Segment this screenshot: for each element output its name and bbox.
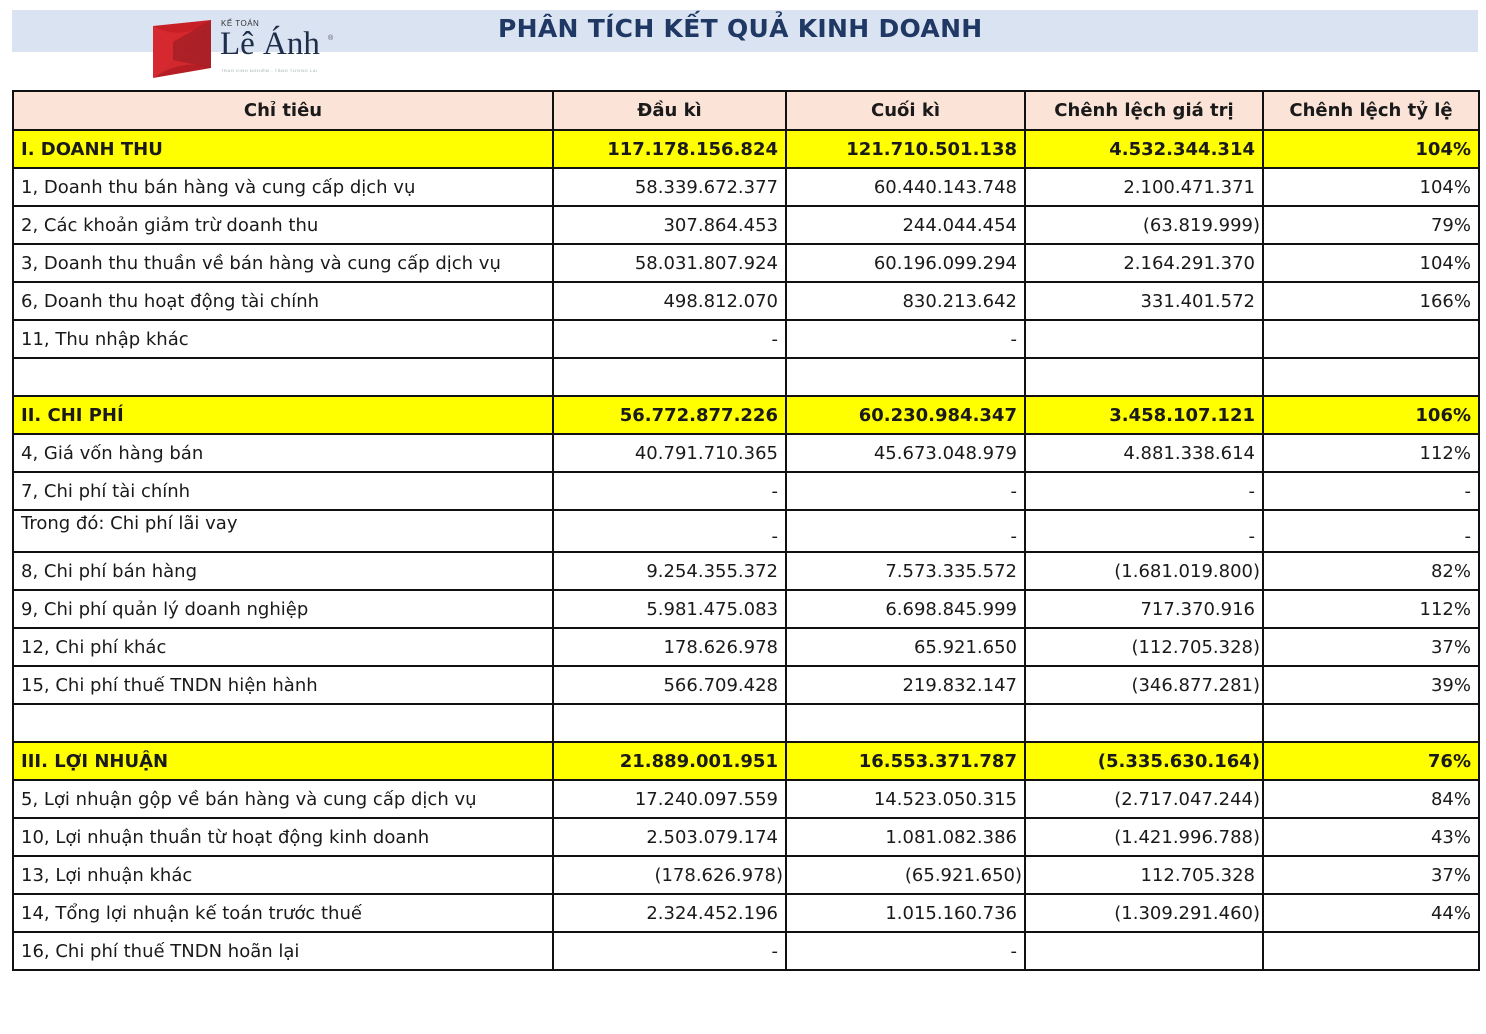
cell-cuoi-ki: 60.230.984.347	[786, 396, 1025, 434]
business-results-table	[12, 90, 1480, 971]
blank-row	[13, 358, 1479, 396]
cell-dau-ki: 58.339.672.377	[553, 168, 786, 206]
cell-dau-ki: 117.178.156.824	[553, 130, 786, 168]
column-header-chenh-lech-gia-tri: Chênh lệch giá trị	[1025, 91, 1263, 130]
table-row	[13, 666, 1479, 704]
cell-chenh-lech-gia-tri	[1025, 320, 1263, 358]
section-row	[13, 742, 1479, 780]
cell-cuoi-ki: 60.196.099.294	[786, 244, 1025, 282]
table-row	[13, 818, 1479, 856]
cell-chi-tieu: 14, Tổng lợi nhuận kế toán trước thuế	[13, 894, 553, 932]
cell-chi-tieu: 5, Lợi nhuận gộp về bán hàng và cung cấp dịch vụ	[13, 780, 553, 818]
cell-chenh-lech-gia-tri: (1.421.996.788)	[1025, 818, 1263, 856]
cell-chi-tieu: II. CHI PHÍ	[13, 396, 553, 434]
section-row	[13, 130, 1479, 168]
cell-chenh-lech-gia-tri: (1.309.291.460)	[1025, 894, 1263, 932]
blank-row	[13, 704, 1479, 742]
cell-cuoi-ki: 7.573.335.572	[786, 552, 1025, 590]
cell-chenh-lech-gia-tri: (63.819.999)	[1025, 206, 1263, 244]
cell-dau-ki: 9.254.355.372	[553, 552, 786, 590]
logo-registered-mark: ®	[328, 35, 334, 42]
cell-dau-ki: 566.709.428	[553, 666, 786, 704]
cell-chenh-lech-ty-le: 104%	[1263, 244, 1479, 282]
cell-chenh-lech-gia-tri: 4.881.338.614	[1025, 434, 1263, 472]
cell-chi-tieu: 11, Thu nhập khác	[13, 320, 553, 358]
cell-chenh-lech-gia-tri: 2.100.471.371	[1025, 168, 1263, 206]
cell-chenh-lech-gia-tri	[1025, 358, 1263, 396]
cell-chenh-lech-gia-tri: (346.877.281)	[1025, 666, 1263, 704]
cell-chi-tieu: 6, Doanh thu hoạt động tài chính	[13, 282, 553, 320]
cell-dau-ki: 17.240.097.559	[553, 780, 786, 818]
cell-chenh-lech-gia-tri: 4.532.344.314	[1025, 130, 1263, 168]
cell-chenh-lech-ty-le: -	[1263, 472, 1479, 510]
column-header-chenh-lech-ty-le: Chênh lệch tỷ lệ	[1263, 91, 1479, 130]
cell-chi-tieu: III. LỢI NHUẬN	[13, 742, 553, 780]
cell-dau-ki: -	[553, 320, 786, 358]
table-row	[13, 168, 1479, 206]
cell-chenh-lech-gia-tri: -	[1025, 510, 1263, 552]
cell-dau-ki: 56.772.877.226	[553, 396, 786, 434]
table-row	[13, 552, 1479, 590]
logo-top-text: KẾ TOÁN	[221, 19, 260, 28]
table-row	[13, 628, 1479, 666]
cell-dau-ki: 21.889.001.951	[553, 742, 786, 780]
table-row	[13, 780, 1479, 818]
cell-dau-ki: 2.503.079.174	[553, 818, 786, 856]
cell-chi-tieu: 4, Giá vốn hàng bán	[13, 434, 553, 472]
cell-cuoi-ki: 244.044.454	[786, 206, 1025, 244]
cell-chenh-lech-ty-le	[1263, 704, 1479, 742]
cell-chi-tieu: 2, Các khoản giảm trừ doanh thu	[13, 206, 553, 244]
column-header-dau-ki: Đầu kì	[553, 91, 786, 130]
cell-chenh-lech-ty-le: 84%	[1263, 780, 1479, 818]
cell-cuoi-ki: 65.921.650	[786, 628, 1025, 666]
cell-chi-tieu: I. DOANH THU	[13, 130, 553, 168]
cell-cuoi-ki: 121.710.501.138	[786, 130, 1025, 168]
cell-chi-tieu: 8, Chi phí bán hàng	[13, 552, 553, 590]
logo-tagline: TRAO KINH NGHIỆM - TẶNG TƯƠNG LAI	[221, 68, 318, 73]
cell-dau-ki: 5.981.475.083	[553, 590, 786, 628]
cell-chenh-lech-ty-le: 112%	[1263, 590, 1479, 628]
table-row	[13, 244, 1479, 282]
cell-chenh-lech-ty-le: 43%	[1263, 818, 1479, 856]
logo	[153, 18, 353, 80]
table-row	[13, 894, 1479, 932]
cell-cuoi-ki: (65.921.650)	[786, 856, 1025, 894]
cell-cuoi-ki: -	[786, 472, 1025, 510]
cell-chenh-lech-ty-le	[1263, 320, 1479, 358]
cell-chenh-lech-gia-tri: 331.401.572	[1025, 282, 1263, 320]
cell-chi-tieu: 16, Chi phí thuế TNDN hoãn lại	[13, 932, 553, 970]
table-row	[13, 206, 1479, 244]
page-title: PHÂN TÍCH KẾT QUẢ KINH DOANH	[498, 14, 983, 43]
cell-chenh-lech-gia-tri: (1.681.019.800)	[1025, 552, 1263, 590]
logo-brand: Lê Ánh	[220, 26, 320, 62]
cell-chenh-lech-gia-tri: (112.705.328)	[1025, 628, 1263, 666]
cell-cuoi-ki: -	[786, 320, 1025, 358]
cell-chi-tieu	[13, 704, 553, 742]
cell-cuoi-ki: -	[786, 510, 1025, 552]
cell-dau-ki: (178.626.978)	[553, 856, 786, 894]
cell-cuoi-ki: 1.081.082.386	[786, 818, 1025, 856]
cell-chenh-lech-ty-le: 79%	[1263, 206, 1479, 244]
cell-chi-tieu: Trong đó: Chi phí lãi vay	[13, 510, 553, 552]
table-row	[13, 856, 1479, 894]
cell-chenh-lech-gia-tri: 2.164.291.370	[1025, 244, 1263, 282]
cell-dau-ki: 40.791.710.365	[553, 434, 786, 472]
cell-dau-ki: -	[553, 932, 786, 970]
cell-chenh-lech-ty-le: 37%	[1263, 628, 1479, 666]
cell-cuoi-ki: 6.698.845.999	[786, 590, 1025, 628]
cell-chi-tieu: 1, Doanh thu bán hàng và cung cấp dịch vụ	[13, 168, 553, 206]
section-row	[13, 396, 1479, 434]
cell-chenh-lech-ty-le: 104%	[1263, 168, 1479, 206]
cell-chenh-lech-gia-tri	[1025, 704, 1263, 742]
cell-dau-ki: 178.626.978	[553, 628, 786, 666]
table-row	[13, 510, 1479, 552]
cell-chenh-lech-ty-le: 39%	[1263, 666, 1479, 704]
cell-chi-tieu: 3, Doanh thu thuần về bán hàng và cung cấp dịch vụ	[13, 244, 553, 282]
cell-dau-ki: -	[553, 472, 786, 510]
table-row	[13, 472, 1479, 510]
cell-chi-tieu: 15, Chi phí thuế TNDN hiện hành	[13, 666, 553, 704]
table-header-row	[13, 91, 1479, 130]
cell-cuoi-ki: -	[786, 932, 1025, 970]
cell-cuoi-ki: 60.440.143.748	[786, 168, 1025, 206]
cell-chenh-lech-ty-le	[1263, 932, 1479, 970]
cell-chenh-lech-ty-le: 112%	[1263, 434, 1479, 472]
cell-chenh-lech-ty-le: 44%	[1263, 894, 1479, 932]
cell-cuoi-ki: 14.523.050.315	[786, 780, 1025, 818]
cell-dau-ki: 307.864.453	[553, 206, 786, 244]
cell-chenh-lech-ty-le: 37%	[1263, 856, 1479, 894]
table-row	[13, 434, 1479, 472]
cell-chenh-lech-gia-tri: (5.335.630.164)	[1025, 742, 1263, 780]
cell-chenh-lech-gia-tri: 3.458.107.121	[1025, 396, 1263, 434]
cell-cuoi-ki: 219.832.147	[786, 666, 1025, 704]
cell-dau-ki	[553, 704, 786, 742]
cell-cuoi-ki: 16.553.371.787	[786, 742, 1025, 780]
cell-chenh-lech-ty-le: 166%	[1263, 282, 1479, 320]
column-header-cuoi-ki: Cuối kì	[786, 91, 1025, 130]
cell-chenh-lech-gia-tri: -	[1025, 472, 1263, 510]
cell-chi-tieu	[13, 358, 553, 396]
cell-cuoi-ki: 1.015.160.736	[786, 894, 1025, 932]
cell-chi-tieu: 13, Lợi nhuận khác	[13, 856, 553, 894]
cell-dau-ki: 58.031.807.924	[553, 244, 786, 282]
table-row	[13, 320, 1479, 358]
cell-cuoi-ki: 830.213.642	[786, 282, 1025, 320]
cell-cuoi-ki	[786, 358, 1025, 396]
logo-mark-icon	[153, 20, 213, 78]
cell-chi-tieu: 9, Chi phí quản lý doanh nghiệp	[13, 590, 553, 628]
cell-chenh-lech-ty-le: 106%	[1263, 396, 1479, 434]
cell-chenh-lech-ty-le	[1263, 358, 1479, 396]
cell-chenh-lech-ty-le: 76%	[1263, 742, 1479, 780]
cell-chenh-lech-ty-le: 104%	[1263, 130, 1479, 168]
table-row	[13, 932, 1479, 970]
cell-cuoi-ki	[786, 704, 1025, 742]
cell-chi-tieu: 10, Lợi nhuận thuần từ hoạt động kinh doanh	[13, 818, 553, 856]
cell-chenh-lech-gia-tri: (2.717.047.244)	[1025, 780, 1263, 818]
table-row	[13, 282, 1479, 320]
cell-chi-tieu: 12, Chi phí khác	[13, 628, 553, 666]
table-body	[13, 130, 1479, 970]
cell-dau-ki: 498.812.070	[553, 282, 786, 320]
column-header-chi-tieu: Chỉ tiêu	[13, 91, 553, 130]
cell-chenh-lech-gia-tri: 717.370.916	[1025, 590, 1263, 628]
cell-dau-ki	[553, 358, 786, 396]
cell-chi-tieu: 7, Chi phí tài chính	[13, 472, 553, 510]
cell-cuoi-ki: 45.673.048.979	[786, 434, 1025, 472]
cell-chenh-lech-ty-le: 82%	[1263, 552, 1479, 590]
cell-dau-ki: 2.324.452.196	[553, 894, 786, 932]
cell-chenh-lech-gia-tri	[1025, 932, 1263, 970]
table-row	[13, 590, 1479, 628]
cell-chenh-lech-gia-tri: 112.705.328	[1025, 856, 1263, 894]
cell-dau-ki: -	[553, 510, 786, 552]
cell-chenh-lech-ty-le: -	[1263, 510, 1479, 552]
